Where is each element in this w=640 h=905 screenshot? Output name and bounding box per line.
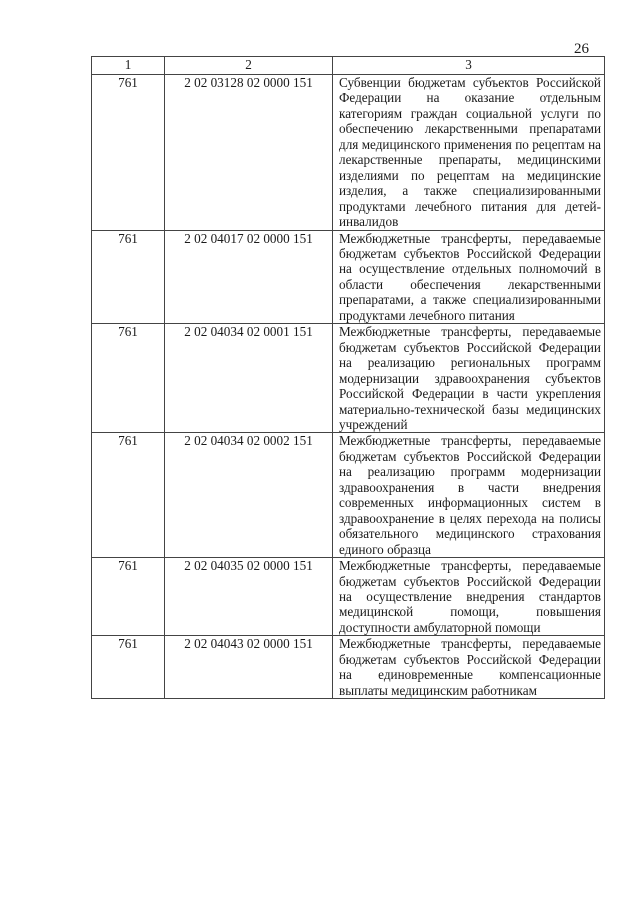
column-header-2: 2: [165, 57, 333, 75]
description-cell: [333, 324, 605, 433]
admin-code-cell: 761: [92, 433, 165, 558]
description-text: Межбюджетные трансферты, передаваемые бюджетам субъектов Российской Федерации на реализацию программ модернизации здравоохранения в части внедрения современных информационных систем в здравоохранение в целях перехода на полисы обязательного медицинского страхования единого образца: [339, 433, 601, 557]
revenue-code-cell: 2 02 04034 02 0001 151: [165, 324, 333, 433]
column-header-1: 1: [92, 57, 165, 75]
table-row: [92, 558, 605, 636]
revenue-code-cell: 2 02 04034 02 0002 151: [165, 433, 333, 558]
description-text: Межбюджетные трансферты, передаваемые бюджетам субъектов Российской Федерации на реализацию региональных программ модернизации здравоохранения субъектов Российской Федерации в части укрепления материально-технической базы медицинских учреждений: [339, 324, 601, 432]
revenue-codes-table: [91, 56, 605, 699]
description-text: Межбюджетные трансферты, передаваемые бюджетам субъектов Российской Федерации на осуществление внедрения стандартов медицинской помощи, повышения доступности амбулаторной помощи: [339, 558, 601, 635]
revenue-code-cell: 2 02 04035 02 0000 151: [165, 558, 333, 636]
page-number: 26: [574, 41, 589, 57]
table-row: [92, 636, 605, 699]
revenue-code-cell: 2 02 03128 02 0000 151: [165, 75, 333, 231]
revenue-code-cell: 2 02 04017 02 0000 151: [165, 230, 333, 324]
admin-code-cell: 761: [92, 230, 165, 324]
description-cell: [333, 230, 605, 324]
admin-code-cell: 761: [92, 558, 165, 636]
table-row: [92, 75, 605, 231]
column-header-3: 3: [333, 57, 605, 75]
description-cell: [333, 433, 605, 558]
description-cell: [333, 75, 605, 231]
description-text: Межбюджетные трансферты, передаваемые бюджетам субъектов Российской Федерации на единовременные компенсационные выплаты медицинским работникам: [339, 636, 601, 698]
admin-code-cell: 761: [92, 75, 165, 231]
revenue-code-cell: 2 02 04043 02 0000 151: [165, 636, 333, 699]
description-cell: [333, 636, 605, 699]
description-cell: [333, 558, 605, 636]
table-row: [92, 324, 605, 433]
table-row: [92, 433, 605, 558]
admin-code-cell: 761: [92, 324, 165, 433]
description-text: Субвенции бюджетам субъектов Российской Федерации на оказание отдельным категориям граждан социальной услуги по обеспечению лекарственными препаратами для медицинского применения по рецептам на лекарственные препараты, медицинскими изделиями по рецептам на медицинские изделия, а также специализированными продуктами лечебного питания для детей-инвалидов: [339, 75, 601, 230]
admin-code-cell: 761: [92, 636, 165, 699]
table-header-row: [92, 57, 605, 75]
table-row: [92, 230, 605, 324]
description-text: Межбюджетные трансферты, передаваемые бюджетам субъектов Российской Федерации на осуществление отдельных полномочий в области обеспечения лекарственными препаратами, а также специализированными продуктами лечебного питания: [339, 230, 601, 323]
